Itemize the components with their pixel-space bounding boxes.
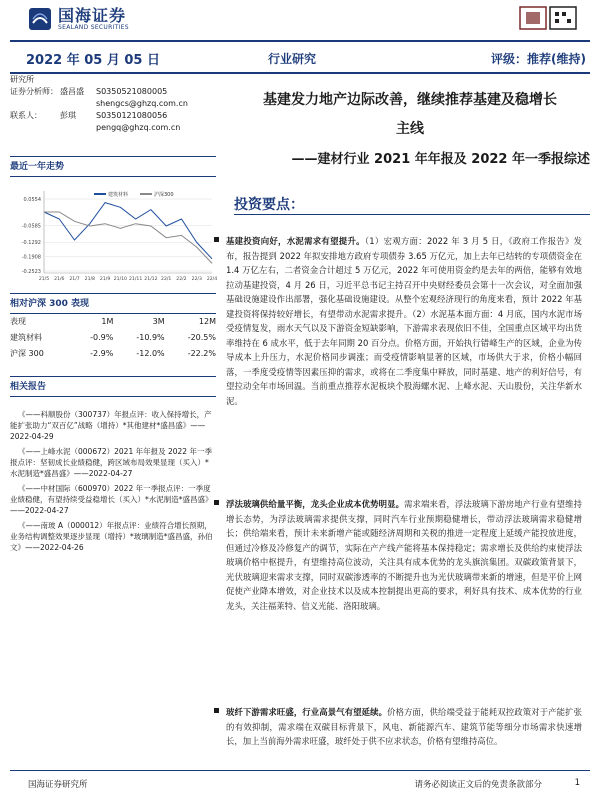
- x-tick-label: 21/6: [54, 277, 65, 282]
- table-row: [10, 330, 216, 346]
- logo-cn: 国海证券: [58, 5, 127, 25]
- divider: [10, 396, 216, 397]
- report-title-cont: 主线: [396, 121, 424, 137]
- trend-title: 最近一年走势: [10, 162, 65, 172]
- x-tick-label: 21/8: [84, 277, 95, 282]
- x-tick-label: 21/11: [129, 277, 143, 282]
- bullet-icon: [214, 708, 219, 713]
- analyst-email[interactable]: pengq@ghzq.com.cn: [96, 123, 181, 132]
- paragraph-head: 浮法玻璃供给量平衡，龙头企业成本优势明显。: [226, 499, 405, 509]
- report-date: 2022 年 05 月 05 日: [26, 53, 160, 68]
- table-cell: 建筑材料: [10, 333, 42, 342]
- table-header: 表现: [10, 317, 26, 326]
- logo: [28, 6, 178, 32]
- logo-en: SEALAND SECURITIES: [58, 23, 129, 31]
- report-type: 行业研究: [268, 52, 317, 66]
- paragraph-head: 基建投资向好，水泥需求有望提升。: [226, 236, 365, 246]
- divider: [10, 376, 216, 377]
- report-title: 基建发力地产边际改善，继续推荐基建及稳增长: [263, 92, 557, 108]
- y-tick-label: -0.2523: [21, 269, 41, 275]
- table-cell: -12.0%: [136, 349, 165, 358]
- invest-paragraph: [226, 497, 582, 613]
- table-header: 3M: [152, 317, 165, 326]
- related-report-link[interactable]: 《——科顺股份（300737）年报点评：收入保持增长，产能扩张助力“双百亿”战略（增持）*其他建材*盛昌盛》——2022-04-29: [10, 410, 212, 441]
- divider: [234, 214, 590, 215]
- x-tick-label: 22/2: [176, 277, 187, 282]
- related-report-link[interactable]: 《——上峰水泥（000672）2021 年年报及 2022 年一季报点评：坚韧成长业绩稳健，跨区域布局效果显现（买入）*水泥制造*盛昌盛》——2022-04-27: [10, 447, 212, 478]
- analyst-id: S0350121080056: [96, 111, 168, 120]
- x-tick-label: 22/4: [206, 277, 218, 282]
- legend-swatch-hs300: [140, 193, 152, 195]
- table-cell: -0.9%: [90, 333, 114, 342]
- divider: [10, 156, 216, 157]
- analyst-row: [10, 86, 216, 98]
- y-tick-label: -0.0585: [21, 223, 41, 230]
- analyst-id: S0350521080005: [96, 87, 168, 96]
- footer-disclaimer: 请务必阅读正文后的免责条款部分: [414, 780, 542, 790]
- x-tick-label: 21/10: [113, 277, 127, 282]
- series-line-hs300: [44, 212, 212, 263]
- research-dept: 研究所: [10, 75, 34, 84]
- analyst-name: 盛昌盛: [60, 87, 84, 96]
- legend-hs300: 沪深300: [154, 192, 174, 198]
- table-cell: -22.2%: [187, 349, 216, 358]
- table-cell: -20.5%: [187, 333, 216, 342]
- x-tick-label: 21/5: [38, 277, 50, 282]
- invest-paragraph: [226, 705, 582, 749]
- table-header-row: [10, 314, 216, 330]
- footer-divider: [10, 770, 590, 771]
- table-row: [10, 346, 216, 362]
- trend-chart: [10, 183, 216, 287]
- x-tick-label: 21/12: [144, 277, 158, 282]
- table-header: 12M: [198, 317, 216, 326]
- analyst-email[interactable]: shengcs@ghzq.com.cn: [96, 99, 188, 108]
- analyst-row: [10, 110, 216, 122]
- paragraph-body: 价格方面，供给端受益于能耗双控政策对于产能扩张的有效抑制，需求端在双碳目标背景下，风电、新能源汽车、建筑节能等细分市场需求快速增长，加上当前海外需求旺盛，玻纤处于供不应求状态，价格有望维持高位。: [226, 707, 582, 746]
- paragraph-head: 玻纤下游需求旺盛，行业高景气有望延续。: [226, 707, 388, 717]
- related-title: 相关报告: [10, 382, 47, 392]
- divider: [10, 176, 216, 177]
- related-report-link[interactable]: 《——南玻 A（000012）年报点评：业绩符合增长预期，业务结构调整效果逐步显现（增持）*玻璃制造*盛昌盛，孙伯文》——2022-04-26: [10, 521, 213, 552]
- x-tick-label: 22/1: [161, 277, 172, 282]
- y-tick-label: -0.1292: [21, 240, 41, 247]
- perf-title: 相对沪深 300 表现: [10, 299, 90, 309]
- analyst-role: 联系人：: [10, 111, 42, 120]
- sealand-logo-icon: [28, 7, 52, 31]
- table-cell: -10.9%: [136, 333, 165, 342]
- bullet-icon: [214, 237, 219, 242]
- page-number: 1: [574, 778, 580, 788]
- security-stamp-icon: [518, 4, 578, 32]
- legend-building: 建筑材料: [108, 192, 129, 198]
- table-cell: 沪深 300: [10, 349, 44, 358]
- table-cell: -2.9%: [90, 349, 114, 358]
- paragraph-body: 需求端来看，浮法玻璃下游房地产行业有望维持增长态势，为浮法玻璃需求提供支撑，同时汽车行业预期稳健增长，带动浮法玻璃需求稳健增长；供给端来看，预计未来新增产能或随经济周期和关税的推进一定程度上延缓产能投放进度，但通过冷修及冷修复产的调节，实际在产产线产能将基本保持稳定；需求增长及供给约束使浮法玻璃价格中枢提升，有望维持高位波动，关注具有成本优势的龙头旗滨集团。双碳政策背景下，光伏玻璃迎来需求支撑，同时双碳渗透率的不断提升也为光伏玻璃带来新的增速，但是平价上网促使产业降本增效，对企业技术以及成本控制提出更高的要求，利好具有技术、成本优势的行业龙头，关注福莱特、信义光能、洛阳玻璃。: [226, 499, 583, 611]
- x-tick-label: 22/3: [191, 277, 202, 282]
- analyst-role: 证券分析师：: [10, 87, 58, 96]
- divider: [10, 293, 216, 294]
- left-column: [10, 74, 216, 557]
- x-tick-label: 21/7: [69, 277, 80, 282]
- paragraph-body: （1）宏观方面：2022 年 3 月 5 日，《政府工作报告》发布，报告提到 2022 年拟安排地方政府专项债券 3.65 万亿元，加上去年已结转的专项债资金在 1.4 万亿左右，二者资金合计超过 5 万亿元，2022 年可使用资金约是去年的两倍，能够有效地拉动基建投资，4 月 26 日，习近平总书记主持召开中央财经委员会第十一次会议，对全面加强基础设施建设作出部署，强化基础设施建设。从整个宏观经济现行的角度来看，预计 2022 年基建投资将保持较好增长，有望带动水泥需求提升。（2）水泥基本面方面：4 月底，国内水泥市场受疫情复发，雨水天气以及下游资金短缺影响，下游需求表现依旧不佳，全国重点区域平均出货率维持在 6 成水平，低于去年同期 20 百分点。价格方面，开始执行错峰生产的区域，企业为传导成本上升压力，水泥价格同步调涨；而受疫情影响显著的区域，市场供大于求，价格小幅回落，一季度受疫情等因素压抑的需求，或将在二季度集中释放，同时基建、地产的利好信号，有望拉动全年市场回温。当前重点推荐水泥板块个股海螺水泥、上峰水泥、天山股份，关注华新水泥。: [226, 236, 583, 406]
- footer-org: 国海证券研究所: [28, 780, 88, 790]
- table-header: 1M: [101, 317, 114, 326]
- report-subtitle: ——建材行业 2021 年年报及 2022 年一季报综述: [291, 152, 590, 167]
- y-tick-label: 0.0554: [23, 197, 41, 203]
- related-report-link[interactable]: 《——中材国际（600970）2022 年一季报点评：一季度业绩稳健，有望持续受益稳增长（买入）*水泥制造*盛昌盛》——2022-04-27: [10, 484, 213, 515]
- series-line-building-materials: [44, 203, 212, 259]
- analyst-name: 彭琪: [60, 111, 76, 120]
- invest-paragraph: [226, 234, 582, 408]
- legend-swatch-building: [94, 193, 106, 195]
- y-tick-label: -0.1908: [21, 254, 41, 261]
- perf-table: [10, 314, 216, 362]
- x-tick-label: 21/9: [99, 277, 111, 282]
- related-reports: [10, 409, 216, 553]
- bullet-icon: [214, 500, 219, 505]
- invest-title: 投资要点：: [234, 197, 304, 213]
- rating: 评级：推荐(维持): [491, 52, 586, 66]
